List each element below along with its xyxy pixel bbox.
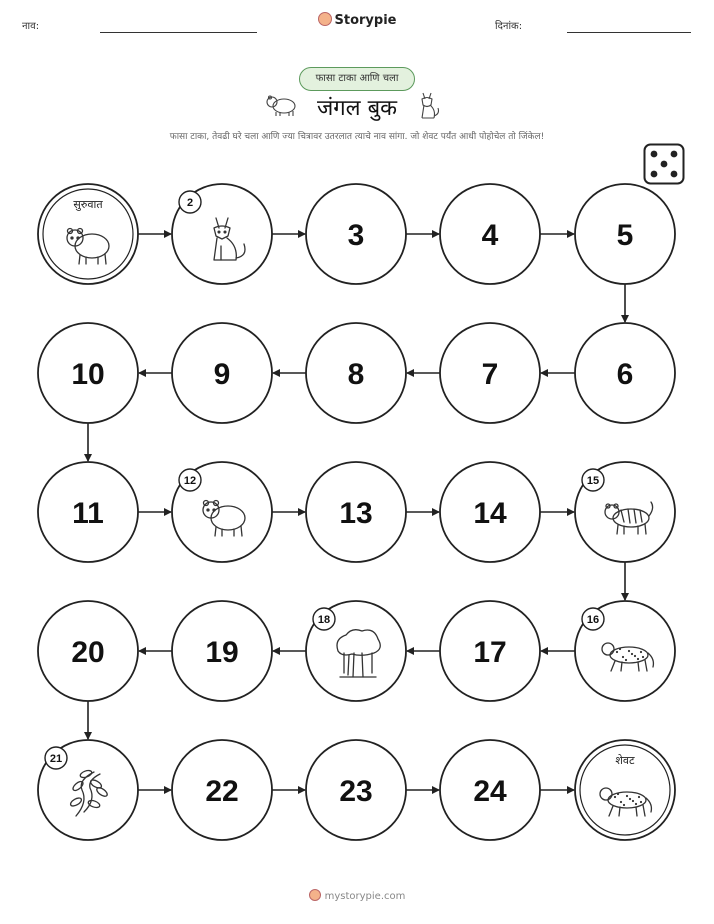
board-cell[interactable] [575, 323, 675, 423]
board-cell[interactable] [38, 184, 138, 284]
badge-number: 15 [586, 475, 600, 487]
board-cell[interactable] [306, 740, 406, 840]
board-cell[interactable] [306, 184, 406, 284]
cell-number: 10 [71, 358, 105, 391]
cell-number: 4 [481, 219, 499, 252]
board-cell[interactable] [440, 184, 540, 284]
cell-number-badge [45, 747, 67, 769]
cell-number: 9 [213, 358, 231, 391]
board-cell[interactable] [306, 323, 406, 423]
cell-number: 22 [205, 775, 239, 808]
board-cell[interactable] [38, 601, 138, 701]
board-cell[interactable] [172, 462, 272, 562]
board-cell[interactable] [172, 323, 272, 423]
cell-number: 24 [473, 775, 507, 808]
board-cell[interactable] [38, 323, 138, 423]
badge-number: 16 [586, 614, 600, 626]
cell-number: 8 [347, 358, 365, 391]
board-cell[interactable] [575, 462, 675, 562]
board-cell[interactable] [38, 740, 138, 840]
badge-number: 12 [183, 475, 197, 487]
date-label: दिनांक: [495, 21, 523, 32]
cell-number: 14 [473, 497, 507, 530]
game-tag: फासा टाका आणि चला [299, 67, 415, 91]
cell-number: 13 [339, 497, 373, 530]
cell-number: 17 [473, 636, 507, 669]
cell-number-badge [582, 608, 604, 630]
board-cell[interactable] [172, 740, 272, 840]
cell-number: 20 [71, 636, 105, 669]
board-cell[interactable] [440, 740, 540, 840]
cell-number: 6 [616, 358, 634, 391]
end-label: शेवट [615, 754, 635, 767]
badge-number: 18 [317, 614, 331, 626]
cell-number: 19 [205, 636, 239, 669]
board-cell[interactable] [38, 462, 138, 562]
board-cell[interactable] [440, 323, 540, 423]
cell-number-badge [313, 608, 335, 630]
board-cell[interactable] [575, 184, 675, 284]
board-cell[interactable] [575, 740, 675, 840]
cell-number: 23 [339, 775, 373, 808]
board-cell[interactable] [306, 462, 406, 562]
cell-number-badge [582, 469, 604, 491]
brand-name: Storypie [334, 13, 397, 28]
instructions: फासा टाका, तेवढी घरे चला आणि ज्या चित्रावर उतरलात त्याचे नाव सांगा. जो शेवट पर्यंत आधी पोहोचेल तो जिंकेल! [169, 132, 545, 142]
board-cell[interactable] [306, 601, 406, 701]
board-cell[interactable] [440, 601, 540, 701]
cell-number-badge [179, 469, 201, 491]
name-label: नाव: [22, 21, 40, 32]
cell-number: 3 [347, 219, 365, 252]
board-cell[interactable] [172, 184, 272, 284]
cell-number: 11 [72, 497, 104, 530]
start-label: सुरुवात [73, 198, 103, 211]
board-cell[interactable] [172, 601, 272, 701]
footer-url[interactable]: mystorypie.com [324, 891, 406, 902]
board-cell[interactable] [575, 601, 675, 701]
cell-number: 5 [616, 219, 634, 252]
cell-number-badge [179, 191, 201, 213]
badge-number: 2 [186, 197, 194, 209]
footer [0, 889, 714, 902]
cell-number: 7 [481, 358, 499, 391]
page-title: जंगल बुक [316, 96, 398, 121]
board-cell[interactable] [440, 462, 540, 562]
badge-number: 21 [49, 753, 63, 765]
storypie-icon [309, 889, 321, 901]
